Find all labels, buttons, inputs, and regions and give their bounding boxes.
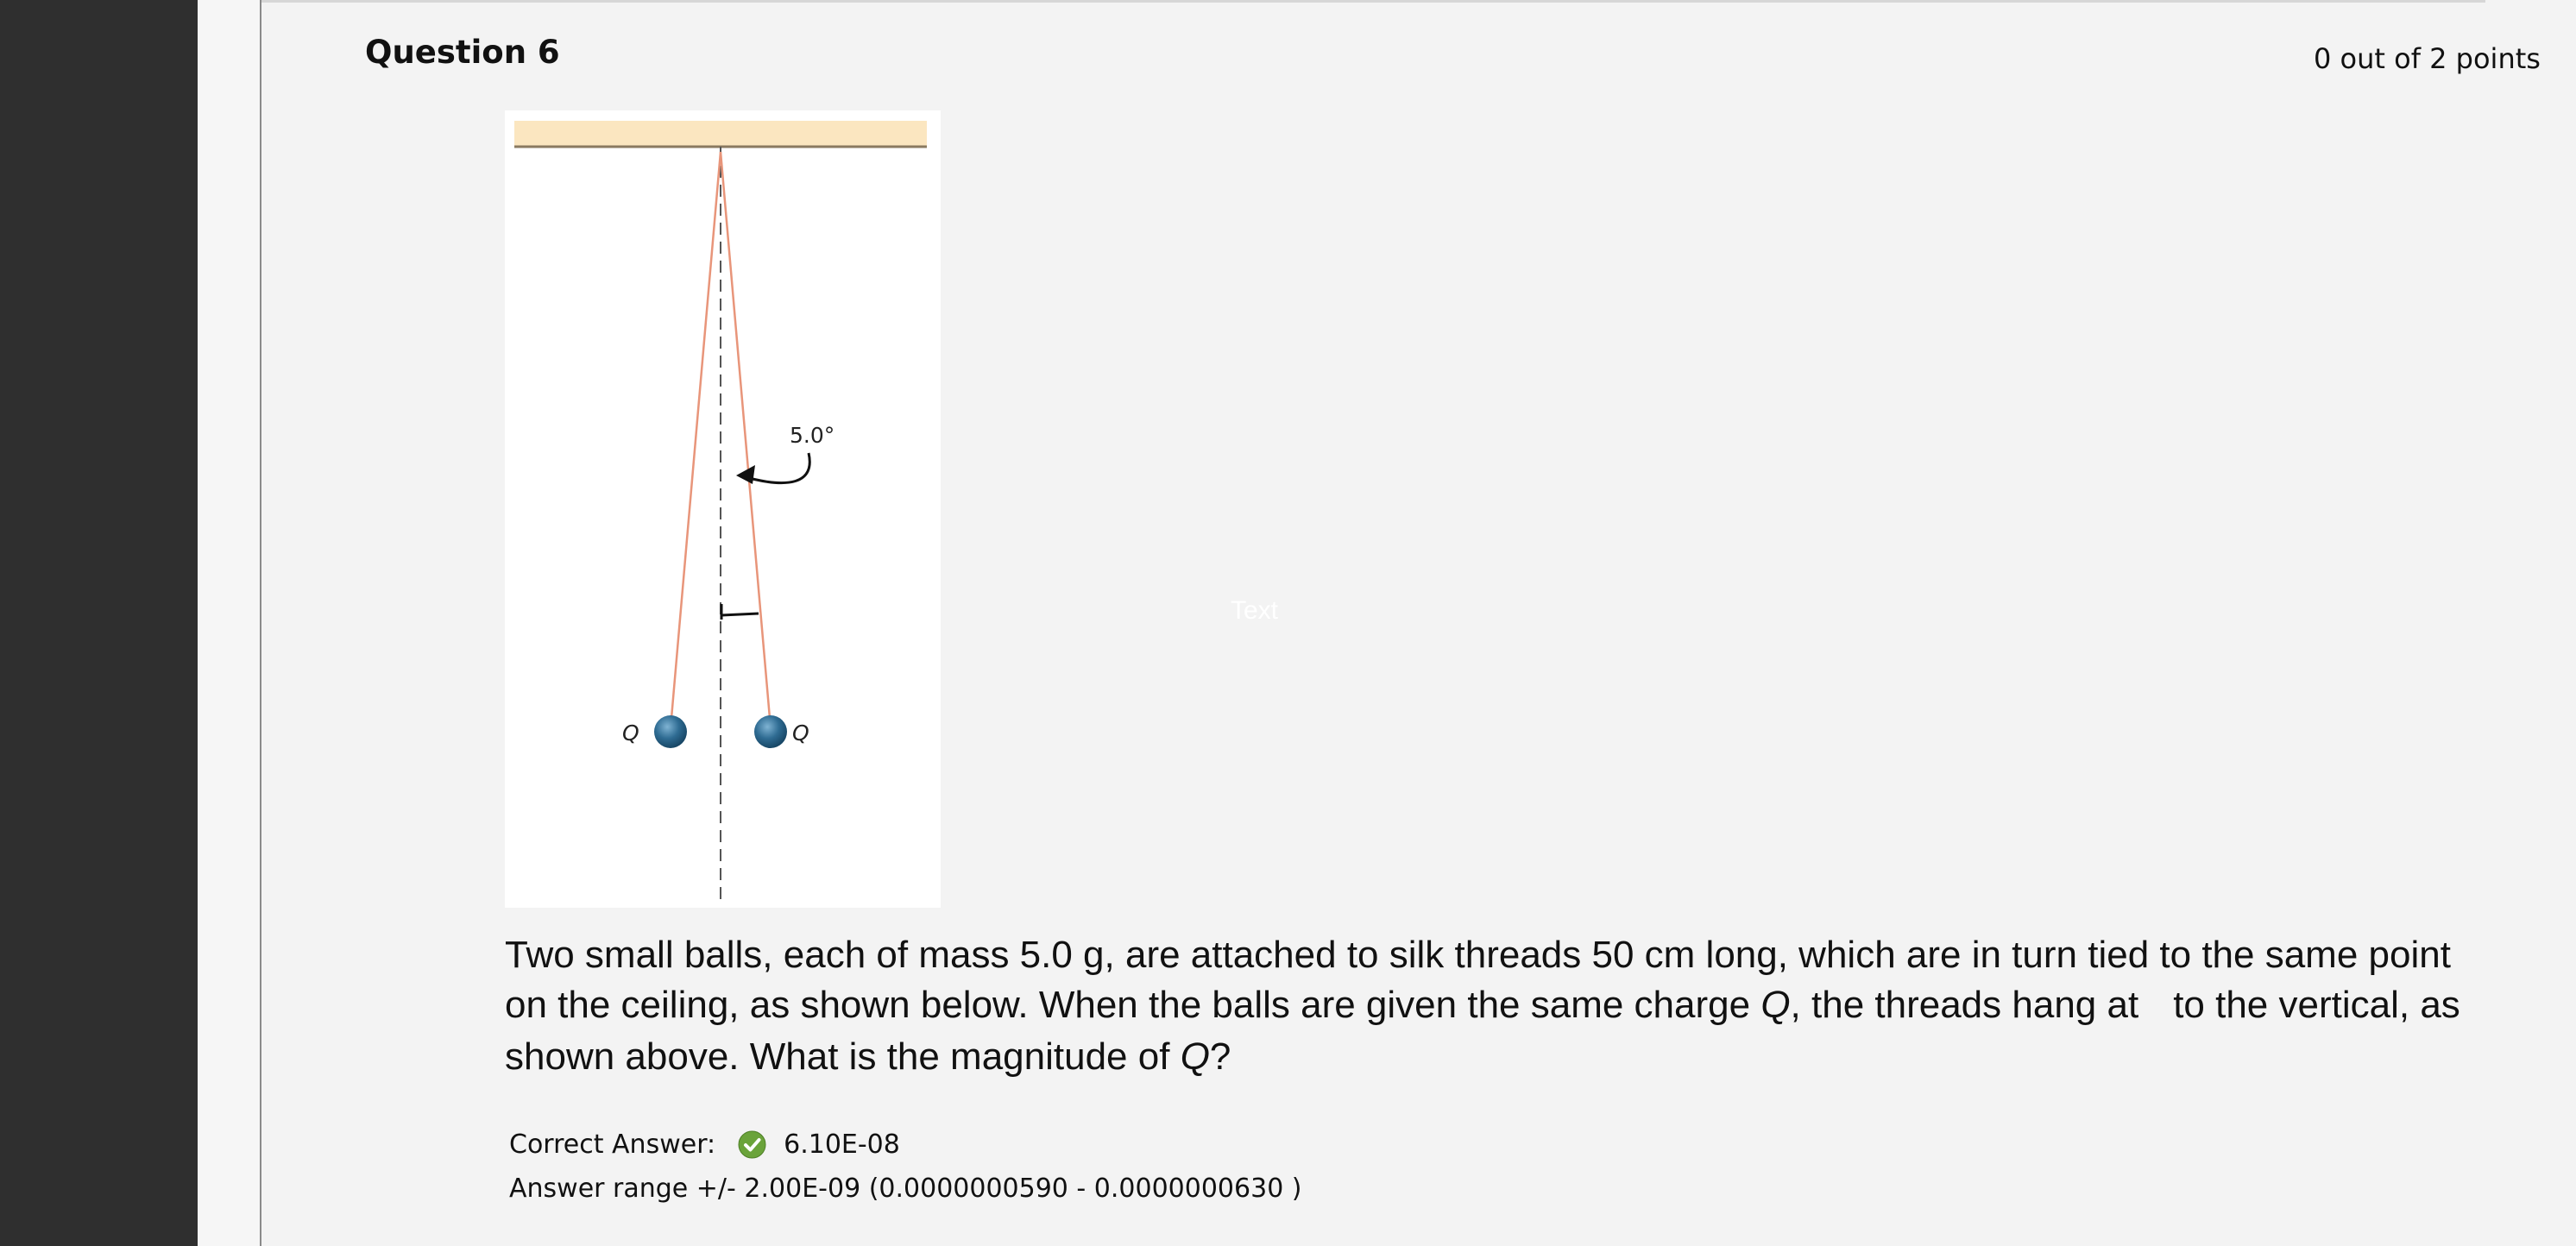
correct-answer-row: [509, 1130, 900, 1160]
question-panel: [261, 3, 2541, 1246]
check-circle-icon: [738, 1130, 766, 1159]
correct-answer-value: 6.10E-08: [784, 1130, 900, 1160]
answer-range: Answer range +/- 2.00E-09 (0.0000000590 - 0.0000000630 ): [509, 1174, 1302, 1204]
right-thread: [721, 152, 771, 728]
left-sidebar: [0, 0, 198, 1246]
right-ball: [754, 715, 787, 748]
question-text-line-3: [505, 1032, 2576, 1082]
charge-symbol: Q: [1760, 984, 1791, 1026]
points-score: 0 out of 2 points: [2314, 42, 2541, 75]
pendulum-figure: [505, 110, 941, 908]
question-text-line-2: [505, 980, 2576, 1030]
left-ball: [654, 715, 687, 748]
correct-answer-label: Correct Answer:: [509, 1130, 716, 1160]
overlay-text: Text: [1231, 596, 1279, 625]
charge-symbol: Q: [1180, 1035, 1210, 1078]
question-text-segment: ?: [1209, 1035, 1231, 1078]
angle-label: 5.0°: [790, 423, 835, 448]
angle-arrowhead: [736, 465, 755, 484]
question-text-segment: shown above. What is the magnitude of: [505, 1035, 1181, 1078]
question-text-line-1: Two small balls, each of mass 5.0 g, are attached to silk threads 50 cm long, which are in turn tied to the same point: [505, 934, 2451, 976]
right-charge-label: Q: [792, 721, 809, 746]
angle-bracket: [721, 614, 759, 615]
question-text-segment: to the vertical, as: [2173, 984, 2460, 1026]
left-thread: [671, 152, 721, 728]
left-charge-label: Q: [622, 721, 639, 746]
sidebar-gutter: [198, 0, 261, 1246]
question-title: Question 6: [365, 34, 560, 71]
question-text: [505, 930, 2576, 1082]
question-text-segment: , the threads hang at: [1790, 984, 2139, 1026]
question-text-segment: on the ceiling, as shown below. When the balls are given the same charge: [505, 984, 1761, 1026]
ceiling-bar: [514, 121, 927, 147]
pendulum-diagram: [505, 110, 941, 908]
